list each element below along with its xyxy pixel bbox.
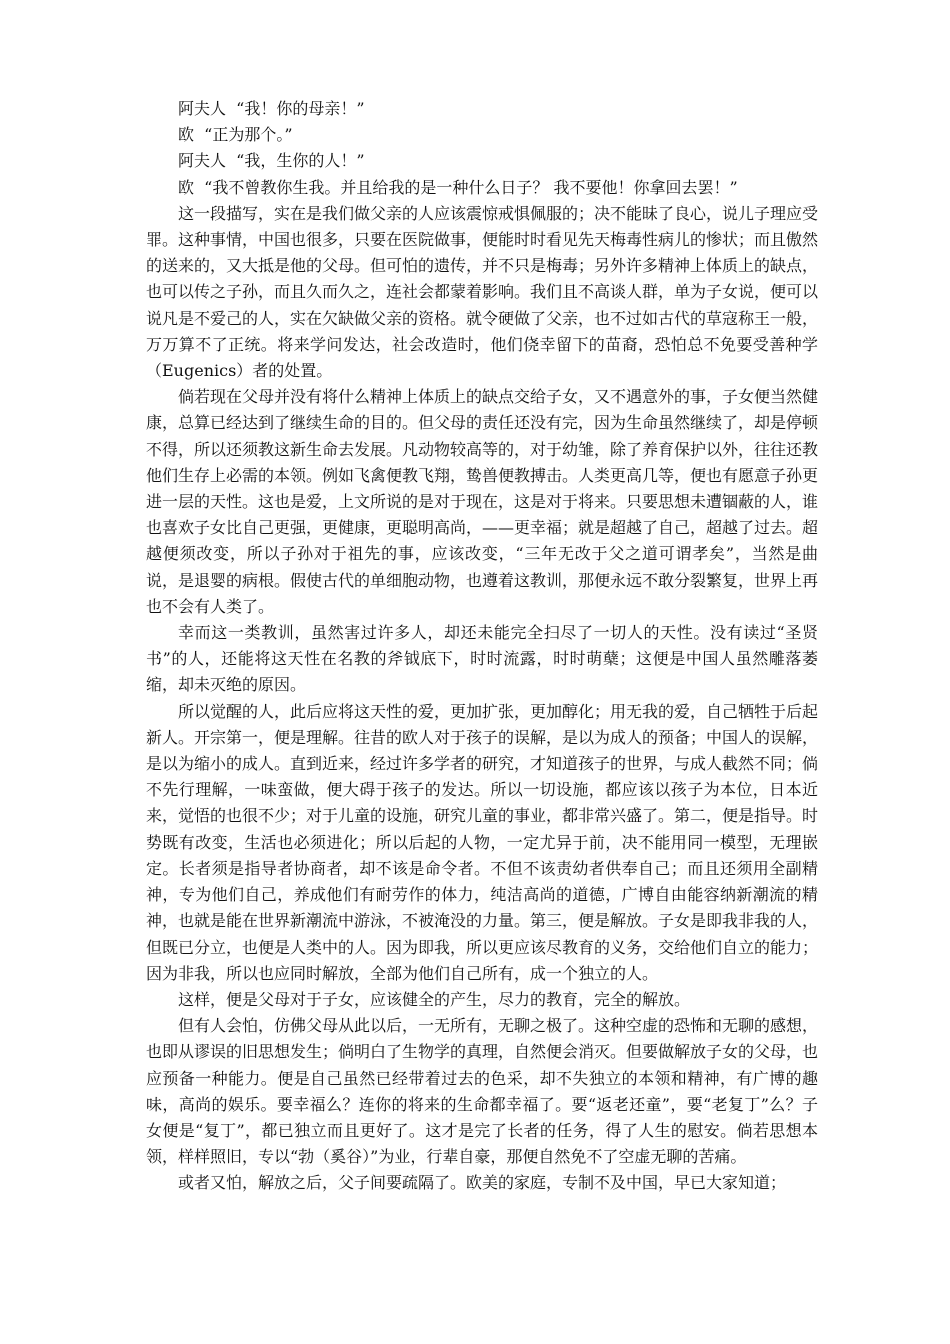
paragraph: 这一段描写，实在是我们做父亲的人应该震惊戒惧佩服的；决不能昧了良心，说儿子理应受罪。这种事情，中国也很多，只要在医院做事，便能时时看见先天梅毒性病儿的惨状；而且傲然的送来的，又大抵是他的父母。但可怕的遗传，并不只是梅毒；另外许多精神上体质上的缺点，也可以传之子孙，而且久而久之，连社会都蒙着影响。我们且不高谈人群，单为子女说，便可以说凡是不爱己的人，实在欠缺做父亲的资格。就令硬做了父亲，也不过如古代的草寇称王一般，万万算不了正统。将来学问发达，社会改造时，他们侥幸留下的苗裔，恐怕总不免要受善种学（Eugenics）者的处置。: [146, 203, 819, 381]
paragraph: 所以觉醒的人，此后应将这天性的爱，更加扩张，更加醇化；用无我的爱，自己牺牲于后起新人。开宗第一，便是理解。往昔的欧人对于孩子的误解，是以为成人的预备；中国人的误解，是以为缩小的成人。直到近来，经过许多学者的研究，才知道孩子的世界，与成人截然不同；倘不先行理解，一味蛮做，便大碍于孩子的发达。所以一切设施，都应该以孩子为本位，日本近来，觉悟的也很不少；对于儿童的设施，研究儿童的事业，都非常兴盛了。第二，便是指导。时势既有改变，生活也必须进化；所以后起的人物，一定尤异于前，决不能用同一模型，无理嵌定。长者须是指导者协商者，却不该是命令者。不但不该责幼者供奉自己；而且还须用全副精神，专为他们自己，养成他们有耐劳作的体力，纯洁高尚的道德，广博自由能容纳新潮流的精神，也就是能在世界新潮流中游泳，不被淹没的力量。第三，便是解放。子女是即我非我的人，但既已分立，也便是人类中的人。因为即我，所以更应该尽教育的义务，交给他们自立的能力；因为非我，所以也应同时解放，全部为他们自己所有，成一个独立的人。: [146, 701, 819, 983]
paragraph: 或者又怕，解放之后，父子间要疏隔了。欧美的家庭，专制不及中国，早已大家知道；: [178, 1173, 787, 1193]
paragraph: 但有人会怕，仿佛父母从此以后，一无所有，无聊之极了。这种空虚的恐怖和无聊的感想，也即从谬误的旧思想发生；倘明白了生物学的真理，自然便会消灭。但要做解放子女的父母，也应预备一种能力。便是自己虽然已经带着过去的色采，却不失独立的本领和精神，有广博的趣味，高尚的娱乐。要幸福么？连你的将来的生命都幸福了。要“返老还童”，要“老复丁”么？子女便是“复丁”，都已独立而且更好了。这才是完了长者的任务，得了人生的慰安。倘若思想本领，样样照旧，专以“勃（奚谷）”为业，行辈自豪，那便自然免不了空虚无聊的苦痛。: [146, 1016, 819, 1167]
paragraph: 幸而这一类教训，虽然害过许多人，却还未能完全扫尽了一切人的天性。没有读过“圣贤书”的人，还能将这天性在名教的斧钺底下，时时流露，时时萌蘖；这便是中国人虽然雕落萎缩，却未灭绝的原因。: [146, 623, 818, 695]
paragraph: 倘若现在父母并没有将什么精神上体质上的缺点交给子女，又不遇意外的事，子女便当然健康，总算已经达到了继续生命的目的。但父母的责任还没有完，因为生命虽然继续了，却是停顿不得，所以还须教这新生命去发展。凡动物较高等的，对于幼雏，除了养育保护以外，往往还教他们生存上必需的本领。例如飞禽便教飞翔，鸷兽便教搏击。人类更高几等，便也有愿意子孙更进一层的天性。这也是爱，上文所说的是对于现在，这是对于将来。只要思想未遭锢蔽的人，谁也喜欢子女比自己更强，更健康，更聪明高尚，——更幸福；就是超越了自己，超越了过去。超越便须改变，所以子孙对于祖先的事，应该改变，“三年无改于父之道可谓孝矣”，当然是曲说，是退婴的病根。假使古代的单细胞动物，也遵着这教训，那便永远不敢分裂繁复，世界上再也不会有人类了。: [146, 387, 819, 616]
document-page: [146, 96, 818, 1197]
dialogue-line: 欧 “正为那个。”: [178, 125, 293, 145]
dialogue-line: 阿夫人 “我，生你的人！”: [178, 151, 365, 171]
dialogue-line: 欧 “我不曾教你生我。并且给我的是一种什么日子？ 我不要他！你拿回去罢！”: [178, 177, 738, 197]
paragraph: 这样，便是父母对于子女，应该健全的产生，尽力的教育，完全的解放。: [178, 989, 691, 1009]
dialogue-line: 阿夫人 “我！你的母亲！”: [178, 99, 365, 118]
